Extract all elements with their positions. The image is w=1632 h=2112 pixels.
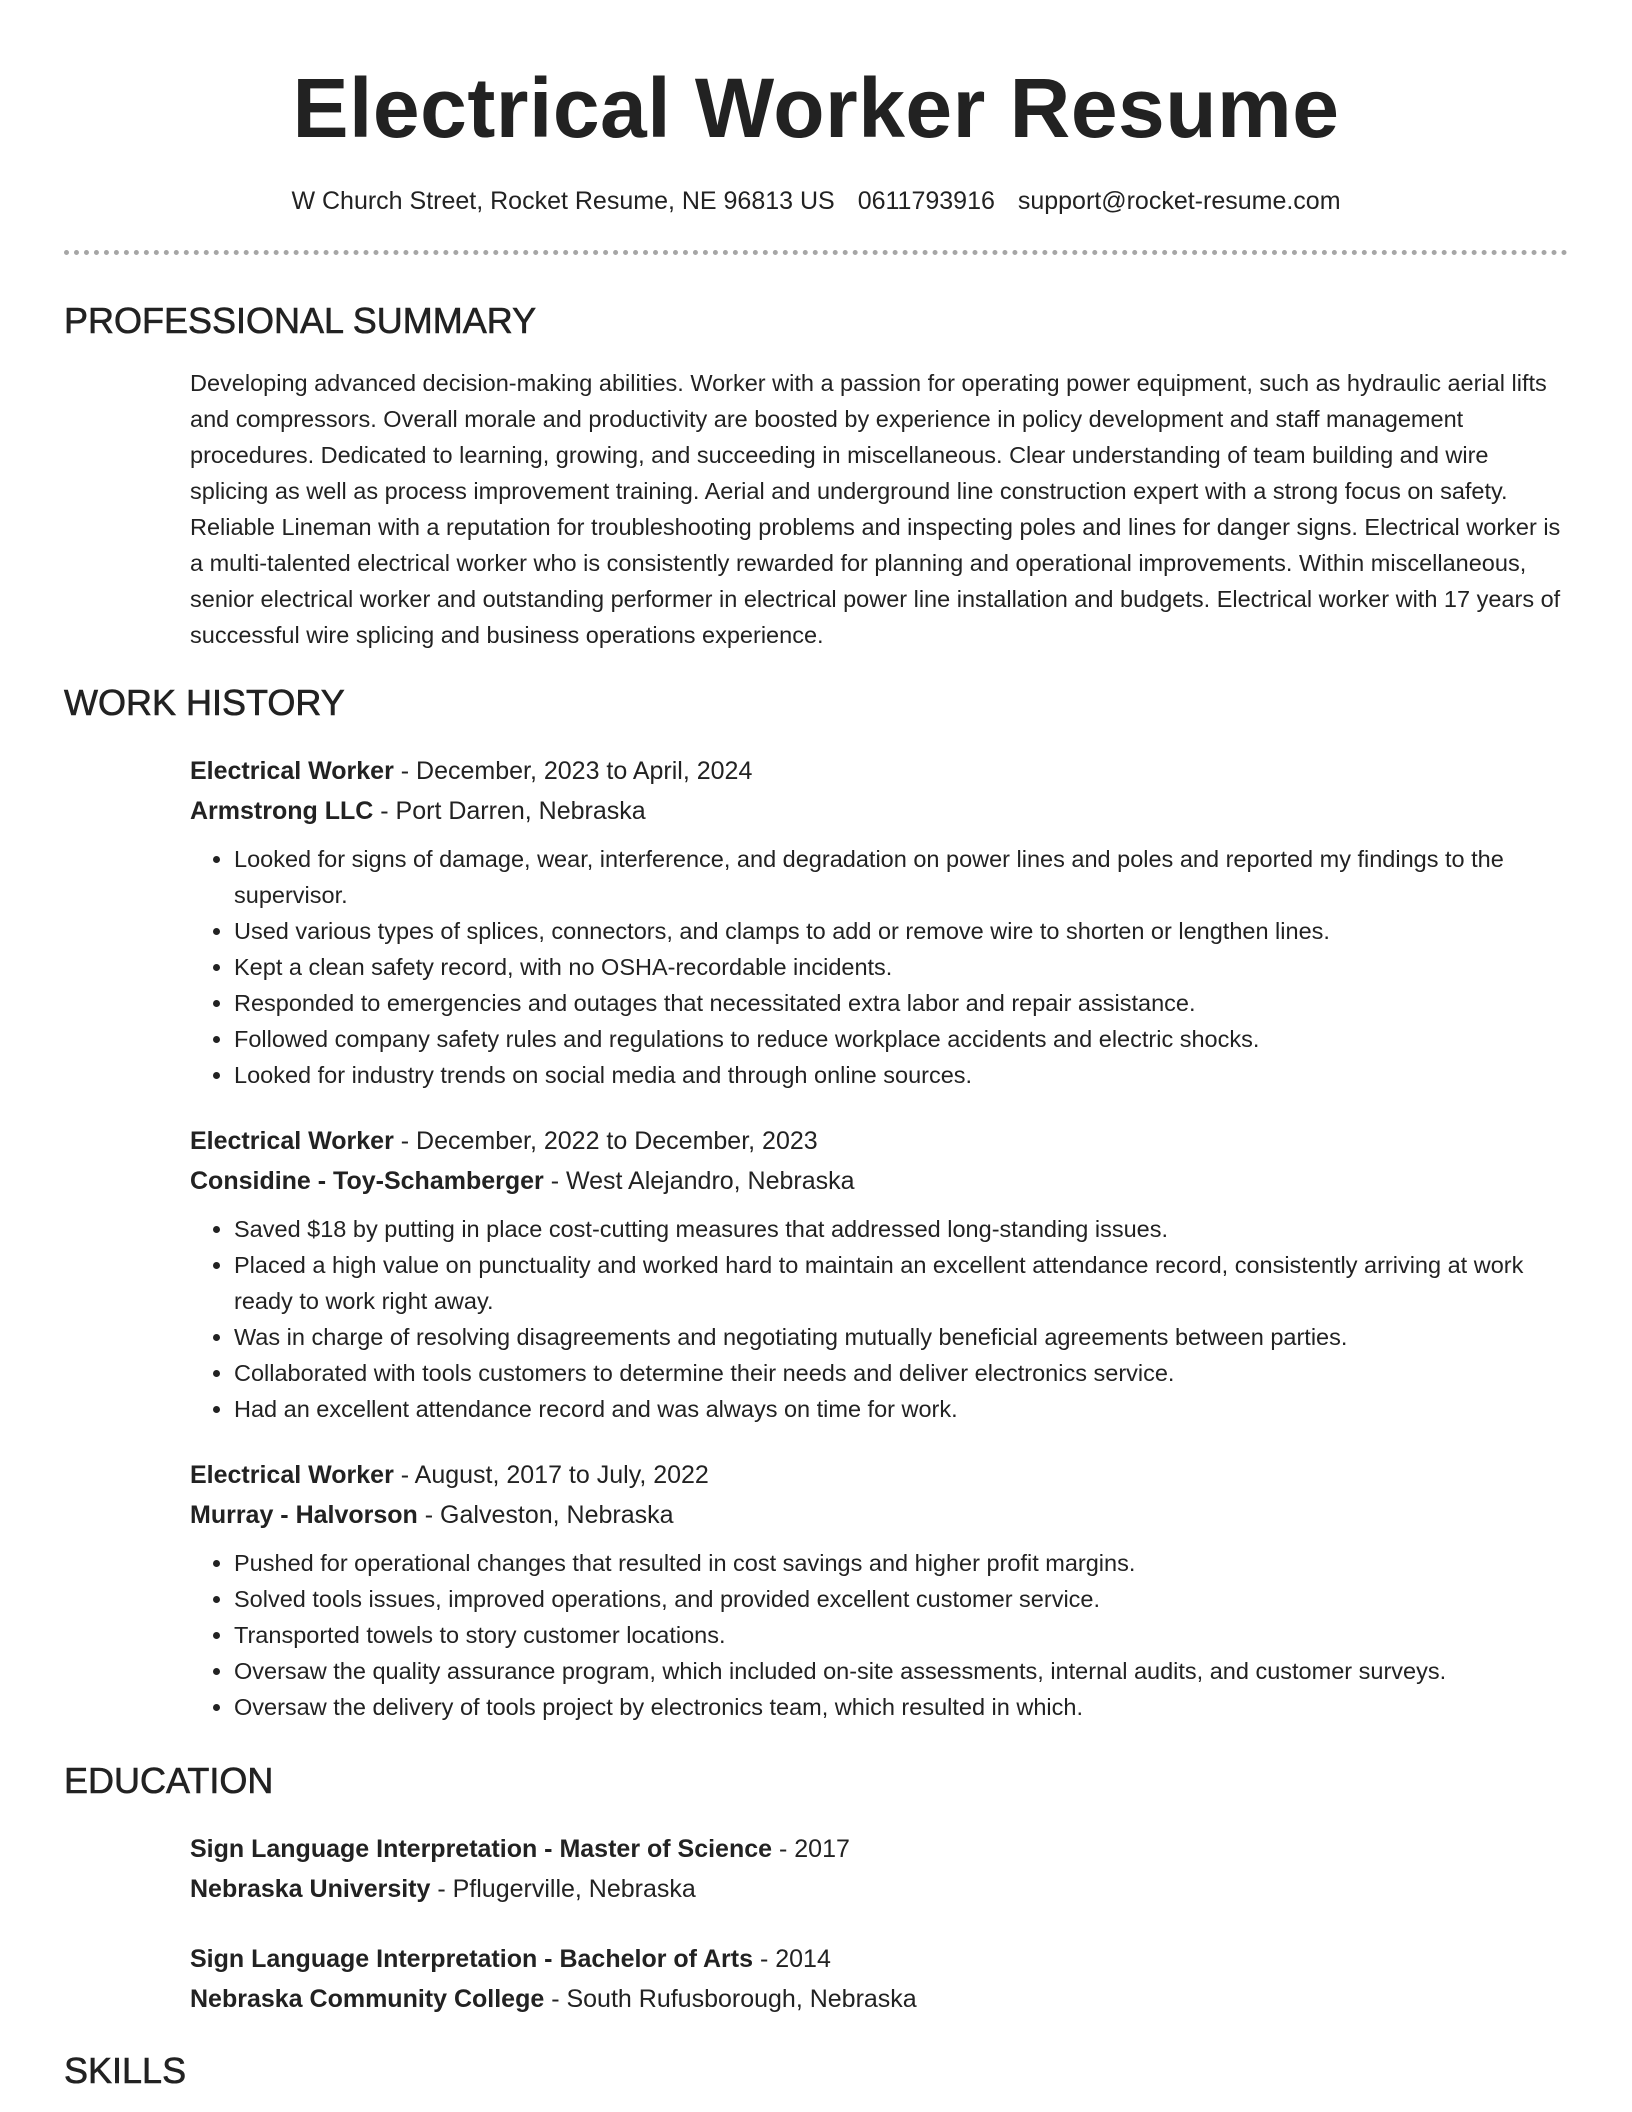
summary-section [190,365,1568,653]
job-bullet: • Placed a high value on punctuality and worked hard to maintain an excellent attendance record, consistently arriving at work ready to work right away. [234,1247,1568,1319]
education-entry [190,1829,1568,1909]
job-bullet: • Looked for signs of damage, wear, interference, and degradation on power lines and poles and reported my findings to the supervisor. [234,841,1568,913]
degree-line [190,1829,1568,1869]
education-heading: EDUCATION [64,1760,274,1801]
job-entry [190,1121,1568,1427]
job-title: Electrical Worker [190,757,394,785]
job-title-line [190,1121,1568,1161]
job-company-line [190,791,1568,831]
summary-text: Developing advanced decision-making abilities. Worker with a passion for operating power equipment, such as hydraulic aerial lifts and compressors. Overall morale and productivity are boosted by experience in policy development and staff management procedures. Dedicated to learning, growing, and succeeding in miscellaneous. Clear understanding of team building and wire splicing as well as process improvement training. Aerial and underground line construction expert with a strong focus on safety. Reliable Lineman with a reputation for troubleshooting problems and inspecting poles and lines for danger signs. Electrical worker is a multi-talented electrical worker who is consistently rewarded for planning and operational improvements. Within miscellaneous, senior electrical worker and outstanding performer in electrical power line installation and budgets. Electrical worker with 17 years of successful wire splicing and business operations experience. [190,370,1561,648]
job-bullet: • Oversaw the delivery of tools project by electronics team, which resulted in which. [234,1689,1568,1725]
job-bullets [190,1211,1568,1427]
job-bullet: • Looked for industry trends on social media and through online sources. [234,1057,1568,1093]
job-bullet: • Was in charge of resolving disagreements and negotiating mutually beneficial agreements between parties. [234,1319,1568,1355]
degree-year: - 2017 [772,1835,850,1863]
job-location: - Galveston, Nebraska [417,1501,674,1529]
school-location: - Pflugerville, Nebraska [430,1875,696,1903]
work-history-heading: WORK HISTORY [64,682,345,723]
skills-heading: SKILLS [64,2050,187,2091]
job-bullet: • Saved $18 by putting in place cost-cutting measures that addressed long-standing issues. [234,1211,1568,1247]
contact-email: support@rocket-resume.com [1017,187,1341,215]
job-bullet: • Had an excellent attendance record and was always on time for work. [234,1391,1568,1427]
degree-year: - 2014 [753,1945,831,1973]
job-company: Armstrong LLC [190,797,374,825]
job-bullet: • Kept a clean safety record, with no OSHA-recordable incidents. [234,949,1568,985]
job-bullet: • Collaborated with tools customers to determine their needs and deliver electronics service. [234,1355,1568,1391]
school-line [190,1979,1568,2019]
job-bullet: • Pushed for operational changes that resulted in cost savings and higher profit margins. [234,1545,1568,1581]
job-dates: - December, 2022 to December, 2023 [393,1127,818,1155]
degree-name: Sign Language Interpretation - Master of Science [190,1835,773,1863]
job-title: Electrical Worker [190,1461,394,1489]
job-title-line [190,1455,1568,1495]
job-location: - Port Darren, Nebraska [373,797,646,825]
job-bullet: • Transported towels to story customer locations. [234,1617,1568,1653]
job-bullets [190,1545,1568,1725]
job-dates: - December, 2023 to April, 2024 [393,757,753,785]
job-location: - West Alejandro, Nebraska [543,1167,855,1195]
degree-name: Sign Language Interpretation - Bachelor of Arts [190,1945,754,1973]
school-name: Nebraska University [190,1875,431,1903]
job-bullet: • Solved tools issues, improved operations, and provided excellent customer service. [234,1581,1568,1617]
job-company: Murray - Halvorson [190,1501,418,1529]
degree-line [190,1939,1568,1979]
contact-phone: 0611793916 [857,187,995,215]
school-location: - South Rufusborough, Nebraska [544,1985,917,2013]
job-title: Electrical Worker [190,1127,394,1155]
job-bullet: • Responded to emergencies and outages that necessitated extra labor and repair assistance. [234,985,1568,1021]
job-company: Considine - Toy-Schamberger [190,1167,544,1195]
school-line [190,1869,1568,1909]
resume-title: Electrical Worker Resume [292,61,1340,155]
job-bullet: • Oversaw the quality assurance program, which included on-site assessments, internal audits, and customer surveys. [234,1653,1568,1689]
job-title-line [190,751,1568,791]
job-company-line [190,1495,1568,1535]
contact-address: W Church Street, Rocket Resume, NE 96813 US [291,187,835,215]
contact-line [64,184,1568,218]
job-dates: - August, 2017 to July, 2022 [393,1461,709,1489]
summary-heading: PROFESSIONAL SUMMARY [64,300,537,341]
job-entry [190,751,1568,1093]
header-divider [64,250,1568,255]
job-entry [190,1455,1568,1725]
resume-page [64,0,1568,2093]
job-bullets [190,841,1568,1093]
school-name: Nebraska Community College [190,1985,545,2013]
work-history-section [190,751,1568,1725]
education-section [190,1829,1568,2019]
job-company-line [190,1161,1568,1201]
education-entry [190,1939,1568,2019]
job-bullet: • Followed company safety rules and regulations to reduce workplace accidents and electric shocks. [234,1021,1568,1057]
job-bullet: • Used various types of splices, connectors, and clamps to add or remove wire to shorten or lengthen lines. [234,913,1568,949]
